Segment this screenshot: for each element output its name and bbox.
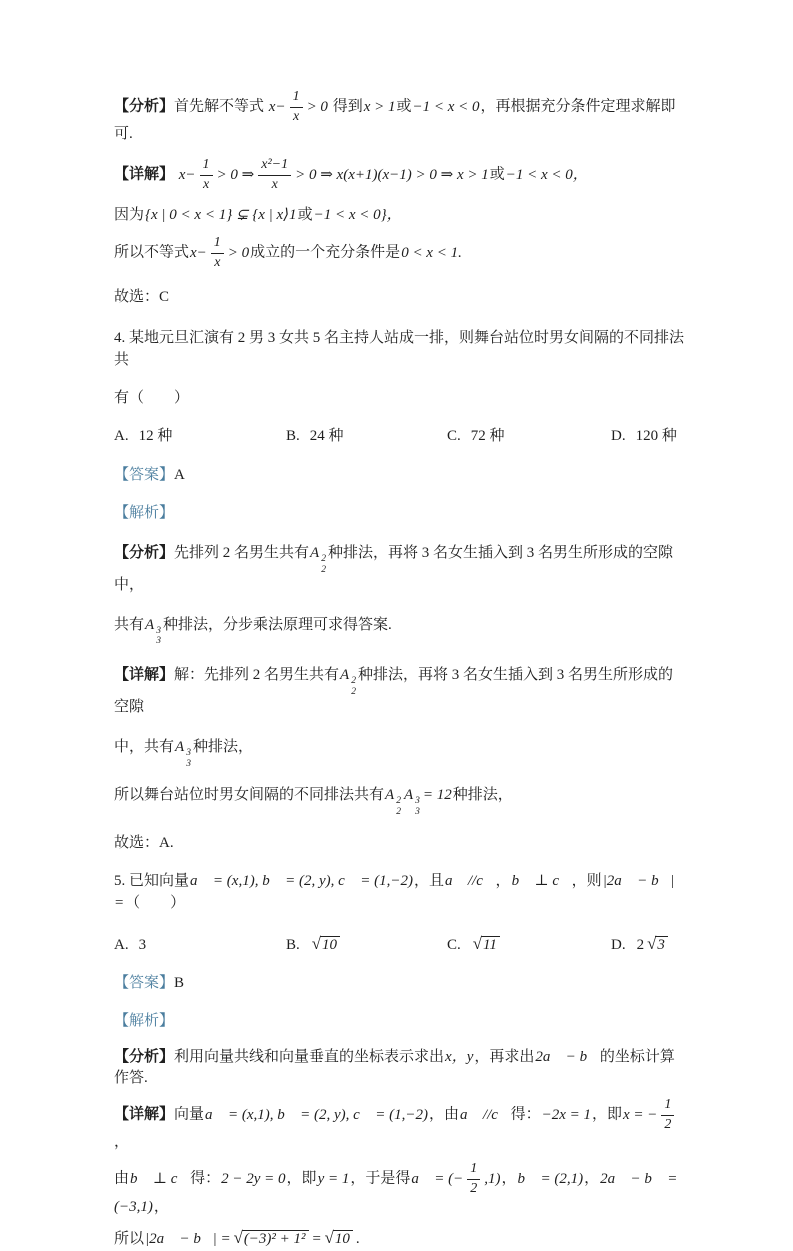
- math-run: x−: [268, 98, 286, 115]
- option-label: A.: [114, 937, 129, 954]
- fraction-numerator: 1: [213, 235, 221, 251]
- math-run: b⃗ ⊥ c⃗: [130, 1170, 190, 1187]
- text-run: 种排法，: [452, 786, 513, 803]
- text-run: ，由: [428, 1106, 459, 1123]
- q5-explain-line: [114, 1011, 687, 1033]
- radical-sign: √: [311, 934, 321, 954]
- math-run: a⃗ = (−: [411, 1170, 464, 1187]
- answer-value: B: [174, 975, 185, 992]
- subscript: 2: [351, 686, 356, 697]
- math-run: x = −: [623, 1106, 658, 1123]
- superscript: 2: [321, 554, 326, 565]
- stacked-scripts: [186, 748, 191, 769]
- answer-label: 【答案】: [114, 975, 175, 992]
- math-run: −1 < x < 0: [412, 98, 480, 115]
- math-run: 2 − 2y = 0: [221, 1170, 286, 1187]
- sqrt-expression: [324, 1228, 353, 1248]
- explain-label: 【解析】: [114, 1012, 175, 1029]
- math-run: a⃗ = (x,1), b⃗ = (2, y), c⃗ = (1,−2): [190, 872, 413, 889]
- math-run: b⃗ ⊥ c⃗: [511, 872, 571, 889]
- q4-answer-line: [114, 465, 687, 487]
- radicand: 11: [481, 936, 500, 953]
- sqrt-expression: [647, 934, 668, 954]
- sqrt-expression: [233, 1228, 309, 1248]
- text-run: ，即: [591, 1106, 622, 1123]
- analysis-label: 【分析】: [114, 98, 175, 115]
- subscript: 2: [321, 564, 326, 575]
- math-run: a⃗ = (x,1), b⃗ = (2, y), c⃗ = (1,−2): [205, 1106, 428, 1123]
- text-run: 先排列 2 名男生共有: [174, 544, 310, 561]
- text-run: 中，共有: [114, 738, 175, 755]
- subscript: 3: [186, 758, 191, 769]
- fraction: [200, 158, 213, 192]
- text-run: 成立的一个充分条件是: [250, 244, 401, 261]
- superscript: 3: [156, 626, 161, 637]
- text-run: 解：先排列 2 名男生共有: [174, 666, 340, 683]
- subscript: 3: [415, 806, 420, 817]
- sqrt-expression: [311, 934, 340, 954]
- fraction: [290, 90, 303, 124]
- q4-stem-line-1: [114, 328, 687, 372]
- text-run: 所以: [114, 1231, 145, 1248]
- q4-detail-line-3: [114, 785, 687, 817]
- q4-options-row: [114, 426, 687, 448]
- option-a: [114, 426, 286, 448]
- fraction: [211, 236, 224, 270]
- text-run: 种排法，再将 3 名女生插入到 3 名男生所形成的空隙: [114, 666, 673, 716]
- fraction-numerator: 1: [202, 157, 210, 173]
- q4-analysis-line-2: [114, 615, 687, 647]
- math-run: > 0: [306, 98, 328, 115]
- explain-label: 【解析】: [114, 505, 175, 522]
- math-run: = 12: [422, 786, 452, 803]
- q5-stem-line: [114, 871, 687, 915]
- math-run: −1 < x < 0，: [505, 166, 588, 183]
- fraction: [661, 1098, 674, 1132]
- option-label: B.: [286, 937, 300, 954]
- text-run: ，: [114, 1134, 130, 1151]
- text-run: ，再根据充分条件定理求解即可.: [114, 98, 676, 143]
- option-text: 12 种: [138, 427, 173, 444]
- q4-explain-line: [114, 503, 687, 525]
- text-run: 的坐标计算作答.: [114, 1048, 675, 1087]
- option-d: [611, 932, 687, 957]
- q4-detail-line-2: [114, 737, 687, 769]
- answer-value: A: [174, 467, 185, 484]
- text-run: 得：: [190, 1170, 221, 1187]
- option-label: C.: [447, 937, 461, 954]
- stacked-scripts: [396, 796, 401, 817]
- math-run: x，y: [445, 1048, 474, 1065]
- question-stem: 4. 某地元旦汇演有 2 男 3 女共 5 名主持人站成一排，则舞台站位时男女间隔的不同排法共: [114, 330, 685, 369]
- option-b: [286, 932, 447, 957]
- q5-detail-line-1: [114, 1098, 687, 1154]
- stacked-scripts: [415, 796, 420, 817]
- radicand: 10: [333, 1230, 353, 1247]
- q5-answer-line: [114, 973, 687, 995]
- math-run: x−: [190, 244, 207, 261]
- text-run: ，再求出: [474, 1048, 535, 1065]
- stacked-scripts: [351, 676, 356, 697]
- radical-sign: √: [233, 1228, 243, 1248]
- q3-because-line: [114, 205, 687, 227]
- text-run: （ ）: [125, 894, 186, 911]
- subscript: 2: [396, 806, 401, 817]
- fraction-denominator: 2: [661, 1115, 674, 1133]
- detail-label: 【详解】: [114, 1106, 175, 1123]
- option-text: 120 种: [635, 427, 677, 444]
- stacked-scripts: [156, 626, 161, 647]
- superscript: 3: [415, 796, 420, 807]
- math-run: −1 < x < 0}，: [313, 206, 402, 223]
- math-run: > 0 ⇒ x(x+1)(x−1) > 0 ⇒ x > 1: [295, 166, 489, 183]
- option-label: A.: [114, 427, 129, 444]
- option-label: B.: [286, 427, 300, 444]
- math-run: a⃗ //c⃗: [459, 1106, 510, 1123]
- q4-choice-line: [114, 833, 687, 855]
- text-run: 共有: [114, 616, 145, 633]
- text-run: 故选：C: [114, 288, 170, 305]
- option-label: D.: [611, 427, 626, 444]
- math-run: b⃗ = (2,1): [517, 1170, 584, 1187]
- q5-options-row: [114, 932, 687, 957]
- fraction-denominator: x: [211, 253, 224, 271]
- fraction-denominator: x: [290, 107, 303, 125]
- question-stem: 有（ ）: [114, 389, 190, 406]
- math-run: −2x = 1: [541, 1106, 591, 1123]
- text-run: ，: [501, 1170, 517, 1187]
- fraction-numerator: 1: [664, 1097, 672, 1113]
- q4-analysis-line-1: [114, 543, 687, 597]
- permutation-symbol: A: [340, 666, 350, 683]
- radical-sign: √: [647, 934, 657, 954]
- math-run: 2a⃗ − b⃗: [535, 1048, 599, 1065]
- radicand: 10: [320, 936, 340, 953]
- superscript: 3: [186, 748, 191, 759]
- fraction-denominator: x: [258, 175, 291, 193]
- option-label: D.: [611, 937, 626, 954]
- text-run: ，: [153, 1198, 169, 1215]
- text-run: 得：: [510, 1106, 541, 1123]
- fraction-numerator: x²−1: [261, 157, 289, 173]
- text-run: 利用向量共线和向量垂直的坐标表示求出: [174, 1048, 445, 1065]
- option-text: 72 种: [470, 427, 505, 444]
- math-run: > 0 ⇒: [216, 166, 255, 183]
- text-run: 种排法，分步乘法原理可求得答案.: [162, 616, 392, 633]
- option-text: 24 种: [309, 427, 344, 444]
- option-text: 3: [138, 937, 147, 954]
- fraction-numerator: 1: [470, 1161, 478, 1177]
- analysis-label: 【分析】: [114, 544, 175, 561]
- text-run: 或: [297, 206, 313, 223]
- radicand: (−3)² + 1²: [242, 1230, 309, 1247]
- text-run: 所以不等式: [114, 244, 190, 261]
- option-d: [611, 426, 687, 448]
- radical-sign: √: [472, 934, 482, 954]
- q5-analysis-line: [114, 1047, 687, 1091]
- q4-stem-line-2: [114, 388, 687, 410]
- permutation-symbol: A: [403, 786, 414, 803]
- fraction-denominator: 2: [467, 1179, 480, 1197]
- option-c: [447, 932, 611, 957]
- math-run: {x | 0 < x < 1} ⊊ {x | x⟩1: [145, 206, 297, 223]
- text-run: ，于是得: [350, 1170, 411, 1187]
- text-run: 首先解不等式: [174, 98, 265, 115]
- math-run: y = 1: [317, 1170, 350, 1187]
- math-run: x−: [178, 166, 196, 183]
- permutation-symbol: A: [145, 616, 155, 633]
- superscript: 2: [396, 796, 401, 807]
- text-run: 或: [396, 98, 412, 115]
- text-run: ，: [495, 872, 511, 889]
- q3-detail-line: [114, 158, 687, 192]
- math-run: |2a⃗ − b⃗| =: [145, 1231, 231, 1248]
- math-run: a⃗ //c⃗: [444, 872, 495, 889]
- q3-analysis-line: [114, 90, 687, 146]
- fraction: [467, 1162, 480, 1196]
- permutation-symbol: A: [385, 786, 395, 803]
- math-run: 2a⃗ − b⃗ = (−3,1): [114, 1170, 678, 1215]
- option-b: [286, 426, 447, 448]
- q5-detail-line-2: [114, 1162, 687, 1218]
- fraction-denominator: x: [200, 175, 213, 193]
- text-run: 故选：A.: [114, 835, 174, 852]
- q3-choice-line: [114, 287, 687, 309]
- sqrt-expression: [472, 934, 500, 954]
- text-run: ，: [584, 1170, 600, 1187]
- fraction: [258, 158, 291, 192]
- math-run: .: [355, 1231, 360, 1248]
- text-run: 由: [114, 1170, 130, 1187]
- math-run: =: [311, 1231, 322, 1248]
- option-a: [114, 935, 286, 957]
- text-run: 所以舞台站位时男女间隔的不同排法共有: [114, 786, 385, 803]
- q5-detail-line-3: [114, 1226, 687, 1251]
- q4-detail-line-1: [114, 665, 687, 719]
- option-label: C.: [447, 427, 461, 444]
- detail-label: 【详解】: [114, 666, 175, 683]
- q3-conclusion-line: [114, 236, 687, 270]
- superscript: 2: [351, 676, 356, 687]
- radical-sign: √: [324, 1228, 334, 1248]
- text-run: ，且: [413, 872, 444, 889]
- subscript: 3: [156, 636, 161, 647]
- stacked-scripts: [321, 554, 326, 575]
- analysis-label: 【分析】: [114, 1048, 175, 1065]
- coefficient: 2: [636, 937, 645, 954]
- text-run: 种排法，: [192, 738, 253, 755]
- math-run: > 0: [227, 244, 250, 261]
- text-run: 向量: [174, 1106, 205, 1123]
- text-run: 或: [489, 166, 505, 183]
- text-run: ，则: [571, 872, 602, 889]
- math-run: 0 < x < 1.: [401, 244, 462, 261]
- answer-label: 【答案】: [114, 467, 175, 484]
- text-run: ，即: [286, 1170, 317, 1187]
- text-run: 得到: [332, 98, 363, 115]
- fraction-numerator: 1: [292, 89, 300, 104]
- permutation-symbol: A: [310, 544, 320, 561]
- permutation-symbol: A: [175, 738, 185, 755]
- text-run: 种排法，再将 3 名女生插入到 3 名男生所形成的空隙中，: [114, 544, 673, 594]
- option-c: [447, 426, 611, 448]
- math-run: x > 1: [363, 98, 396, 115]
- question-stem: 5. 已知向量: [114, 872, 190, 889]
- radicand: 3: [655, 936, 668, 953]
- detail-label: 【详解】: [114, 166, 175, 183]
- text-run: 因为: [114, 206, 145, 223]
- math-run: |2a⃗ − b⃗| =: [114, 872, 675, 911]
- math-run: ,1): [484, 1170, 501, 1187]
